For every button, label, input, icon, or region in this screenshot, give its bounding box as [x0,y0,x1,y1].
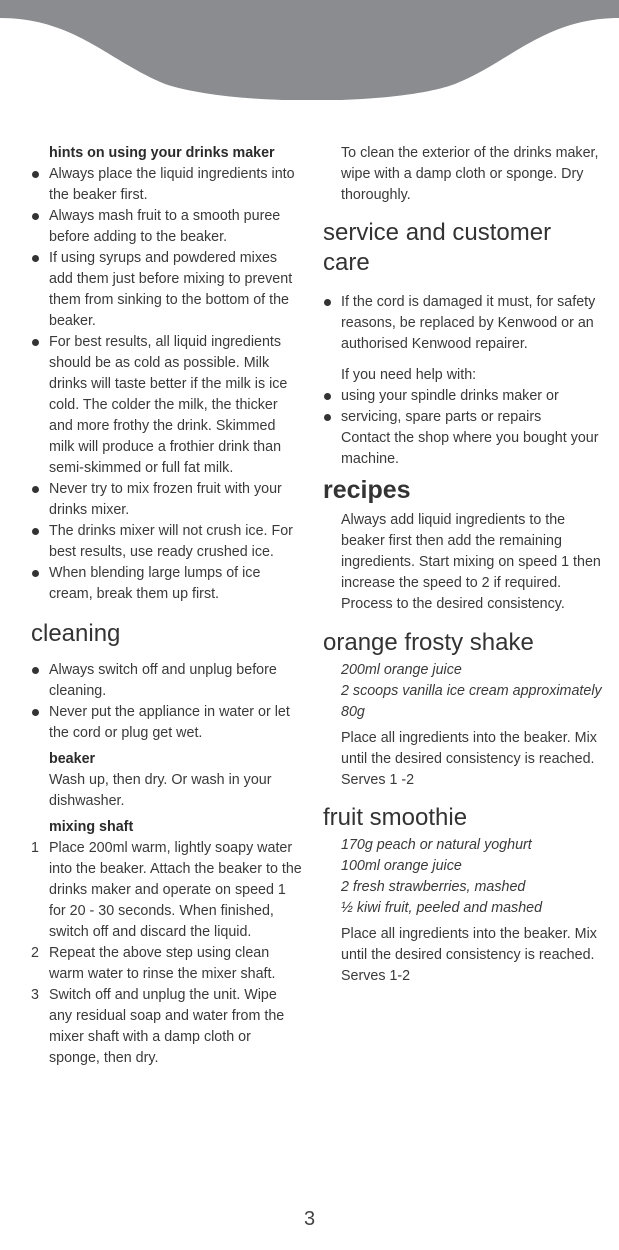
list-item: The drinks mixer will not crush ice. For best results, use ready crushed ice. [31,521,303,563]
service-list [323,292,603,355]
list-item: using your spindle drinks maker or [323,386,603,407]
step-text: Repeat the above step using clean warm water to rinse the mixer shaft. [49,945,276,982]
hints-heading: hints on using your drinks maker [49,145,275,161]
list-item: Always switch off and unplug before cleaning. [31,660,303,702]
recipes-heading: recipes [323,476,411,504]
recipe-method: Place all ingredients into the beaker. Mix until the desired consistency is reached. [341,926,597,963]
ingredient: 100ml orange juice [341,858,462,874]
step-number: 2 [31,945,39,961]
service-heading: service and customer care [323,219,552,276]
right-column [323,143,603,987]
list-item [31,838,303,943]
ingredient: 200ml orange juice [341,662,462,678]
header-wave-decoration [0,0,619,100]
list-item: Never try to mix frozen fruit with your drinks mixer. [31,479,303,521]
help-intro: If you need help with: [341,367,477,383]
ingredient: 2 scoops vanilla ice cream approximately 80g [341,683,602,720]
mixing-shaft-heading: mixing shaft [49,819,134,835]
list-item: If the cord is damaged it must, for safety reasons, be replaced by Kenwood or an authorised Kenwood repairer. [323,292,603,355]
list-item [31,943,303,985]
page-number: 3 [303,1208,316,1230]
step-number: 1 [31,840,39,856]
cleaning-heading: cleaning [31,620,121,647]
beaker-heading: beaker [49,751,96,767]
mixing-shaft-steps [31,838,303,1069]
list-item: For best results, all liquid ingredients should be as cold as possible. Milk drinks will taste better if the milk is ice cold. The colder the milk, the thicker and more frothy the drink. Skimmed milk will produce a frothier drink than semi-skimmed or full fat milk. [31,332,303,479]
recipe-serves: Serves 1 -2 [341,772,415,788]
exterior-cleaning-text: To clean the exterior of the drinks maker, wipe with a damp cloth or sponge. Dry thoroughly. [341,145,599,203]
list-item: When blending large lumps of ice cream, break them up first. [31,563,303,605]
ingredient: 170g peach or natural yoghurt [341,837,532,853]
cleaning-list [31,660,303,744]
list-item: Always mash fruit to a smooth puree before adding to the beaker. [31,206,303,248]
help-contact: Contact the shop where you bought your machine. [341,430,599,467]
list-item: servicing, spare parts or repairs [323,407,603,428]
step-text: Place 200ml warm, lightly soapy water into the beaker. Attach the beaker to the drinks maker and operate on speed 1 for 20 - 30 seconds. When finished, switch off and discard the liquid. [49,840,302,940]
hints-list [31,164,303,605]
list-item: Always place the liquid ingredients into the beaker first. [31,164,303,206]
recipe-title-orange-frosty-shake: orange frosty shake [323,629,534,656]
recipe-method: Place all ingredients into the beaker. Mix until the desired consistency is reached. [341,730,597,767]
list-item: Never put the appliance in water or let the cord or plug get wet. [31,702,303,744]
recipe-serves: Serves 1-2 [341,968,411,984]
list-item: If using syrups and powdered mixes add them just before mixing to prevent them from sinking to the bottom of the beaker. [31,248,303,332]
recipes-intro: Always add liquid ingredients to the beaker first then add the remaining ingredients. Start mixing on speed 1 then increase the speed to 2 if required. Process to the desired consistency. [341,512,601,612]
ingredient: 2 fresh strawberries, mashed [341,879,526,895]
beaker-text: Wash up, then dry. Or wash in your dishwasher. [49,772,272,809]
list-item [31,985,303,1069]
left-column [31,143,303,1069]
help-list [323,386,603,428]
recipe-title-fruit-smoothie: fruit smoothie [323,804,468,831]
ingredient: ½ kiwi fruit, peeled and mashed [341,900,543,916]
step-text: Switch off and unplug the unit. Wipe any residual soap and water from the mixer shaft with a damp cloth or sponge, then dry. [49,987,285,1066]
step-number: 3 [31,987,39,1003]
